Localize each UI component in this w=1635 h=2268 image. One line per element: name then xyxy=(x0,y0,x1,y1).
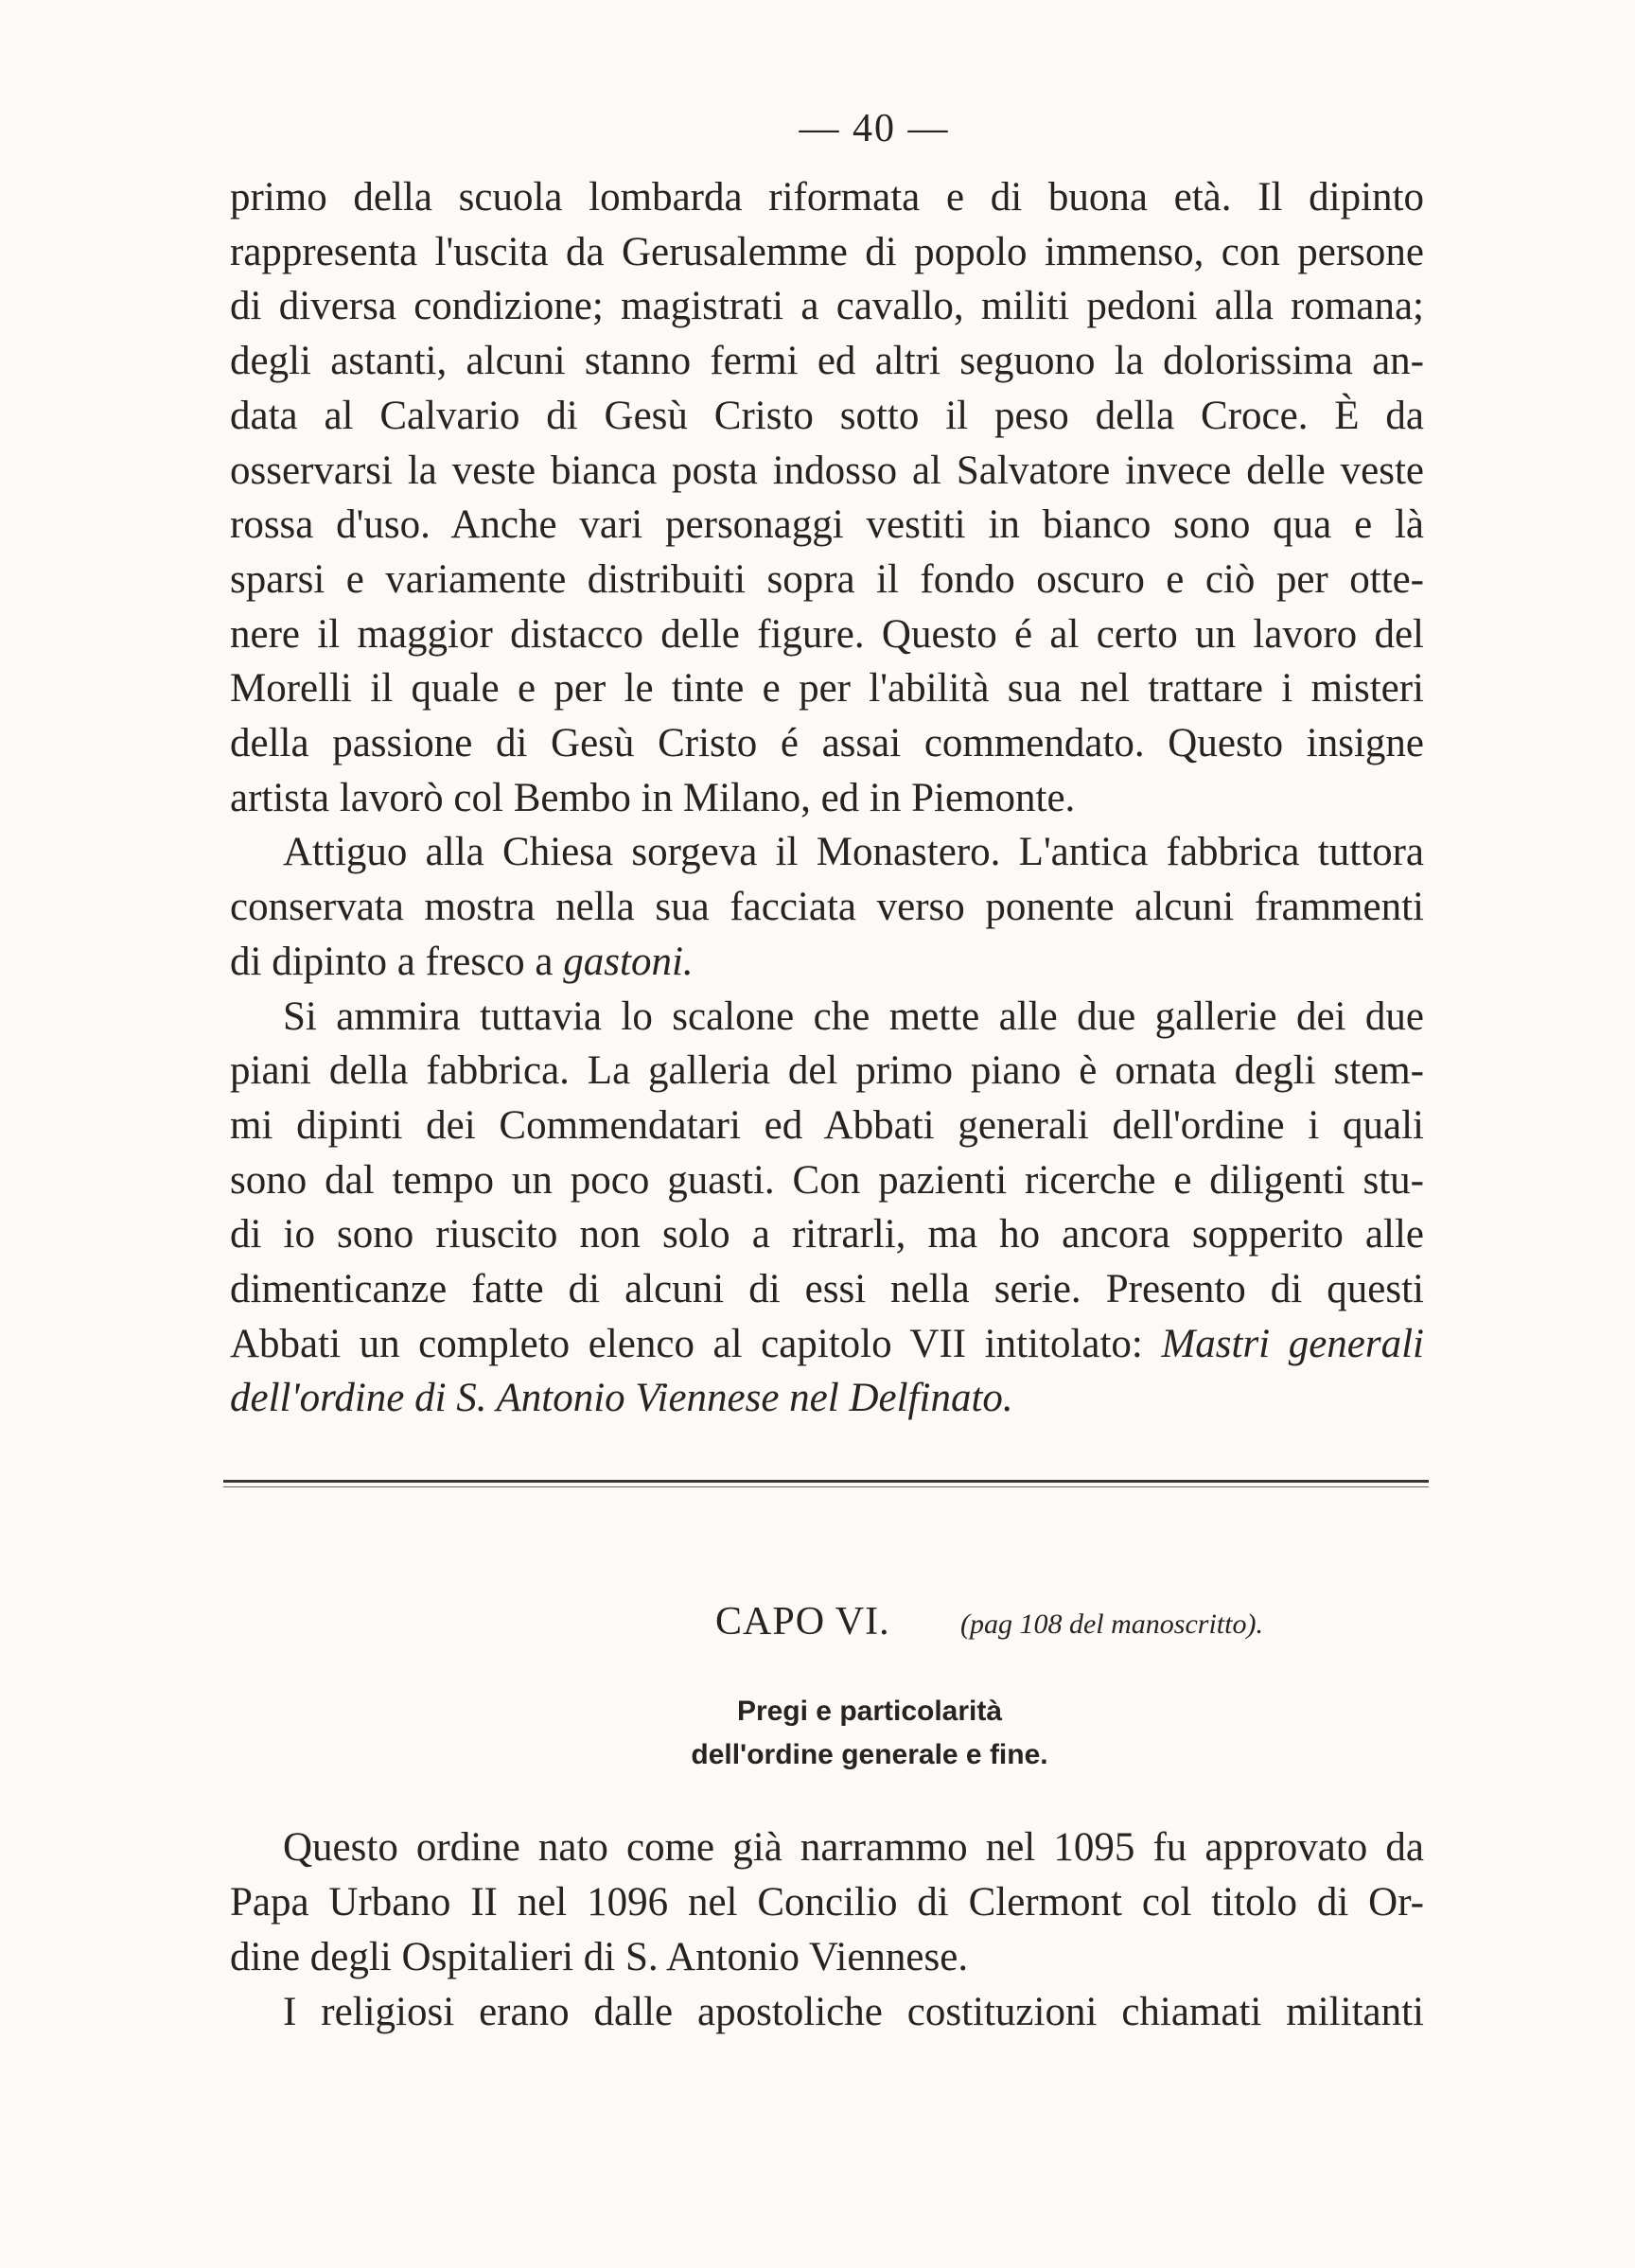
text-line: Attiguo alla Chiesa sorgeva il Monastero. L'antica fabbrica tuttora xyxy=(283,830,1424,875)
subtitle-line: dell'ordine generale e fine. xyxy=(691,1739,1048,1770)
text-line: mi dipinti dei Commendatari ed Abbati generali dell'ordine i quali xyxy=(230,1102,1424,1148)
text-line: della passione di Gesù Cristo é assai commendato. Questo insigne xyxy=(230,721,1424,766)
text-line: Morelli il quale e per le tinte e per l'abilità sua nel trattare i misteri xyxy=(230,666,1424,712)
text-line xyxy=(230,935,1424,990)
text-line: piani della fabbrica. La galleria del primo piano è ornata degli stem- xyxy=(230,1048,1424,1094)
chapter-note: (pag 108 del manoscritto). xyxy=(960,1609,1263,1640)
text-line: Si ammira tuttavia lo scalone che mette alle due gallerie dei due xyxy=(283,993,1424,1039)
text-line: osservarsi la veste bianca posta indosso al Salvatore invece delle veste xyxy=(230,448,1424,493)
body-text-section-1 xyxy=(230,170,1424,1426)
text-line: di diversa condizione; magistrati a cavallo, militi pedoni alla romana; xyxy=(230,284,1424,329)
text-line: sparsi e variamente distribuiti sopra il fondo oscuro e ciò per otte- xyxy=(230,556,1424,602)
text-line: I religiosi erano dalle apostoliche costituzioni chiamati militanti xyxy=(283,1990,1424,2034)
page-number: — 40 — xyxy=(799,107,950,150)
italic-term: gastoni. xyxy=(563,939,694,984)
subtitle-line: Pregi e particolarità xyxy=(736,1696,1003,1727)
text-line: degli astanti, alcuni stanno fermi ed altri seguono la dolorissima an- xyxy=(230,339,1424,384)
text-line: data al Calvario di Gesù Cristo sotto il peso della Croce. È da xyxy=(230,393,1424,438)
text-line: dimenticanze fatte di alcuni di essi nella serie. Presento di questi xyxy=(230,1267,1424,1312)
divider-line xyxy=(223,1480,1429,1483)
italic-title: dell'ordine di S. Antonio Viennese nel Delfinato. xyxy=(230,1376,1013,1421)
text-line: rappresenta l'uscita da Gerusalemme di popolo immenso, con persone xyxy=(230,229,1424,274)
text-fragment: di dipinto a fresco a xyxy=(230,939,564,984)
text-line: rossa d'uso. Anche vari personaggi vestiti in bianco sono qua e là xyxy=(230,502,1424,548)
text-line: artista lavorò col Bembo in Milano, ed in Piemonte. xyxy=(230,775,1076,820)
text-line: Questo ordine nato come già narrammo nel 1095 fu approvato da xyxy=(283,1825,1424,1870)
chapter-subtitle xyxy=(0,1690,1635,1777)
section-divider xyxy=(223,1478,1429,1491)
text-line: conservata mostra nella sua facciata verso ponente alcuni frammenti xyxy=(230,885,1424,930)
italic-title: Mastri generali xyxy=(1161,1321,1424,1366)
text-line xyxy=(230,1371,1424,1426)
chapter-title: CAPO VI. xyxy=(715,1600,890,1644)
text-line: dine degli Ospitalieri di S. Antonio Viennese. xyxy=(230,1935,969,1979)
text-line: sono dal tempo un poco guasti. Con pazienti ricerche e diligenti stu- xyxy=(230,1157,1424,1203)
text-line: di io sono riuscito non solo a ritrarli, ma ho ancora sopperito alle xyxy=(230,1212,1424,1257)
text-line: nere il maggior distacco delle figure. Questo é al certo un lavoro del xyxy=(230,611,1424,657)
text-fragment: Abbati un completo elenco al capitolo VII intitolato: xyxy=(230,1321,1162,1366)
text-line xyxy=(230,1317,1424,1372)
text-line: primo della scuola lombarda riformata e di buona età. Il dipinto xyxy=(230,175,1424,220)
body-text-section-2 xyxy=(230,1820,1424,2040)
text-line: Papa Urbano II nel 1096 nel Concilio di Clermont col titolo di Or- xyxy=(230,1880,1424,1925)
divider-line xyxy=(223,1486,1429,1487)
